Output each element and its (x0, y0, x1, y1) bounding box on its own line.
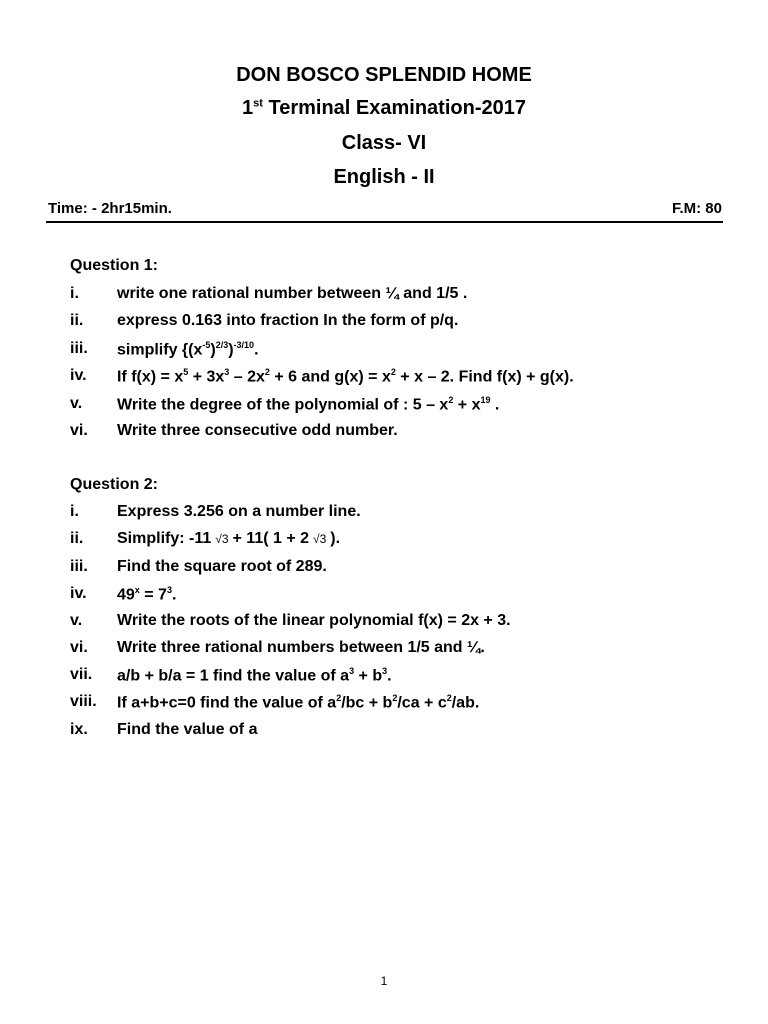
sqrt-symbol: √3 (313, 532, 327, 546)
exam-title: 1st Terminal Examination-2017 (242, 97, 526, 119)
sqrt-symbol: √3 (215, 532, 229, 546)
exam-meta (48, 200, 722, 217)
header-divider (46, 221, 723, 223)
class-label: Class- VI (341, 132, 427, 154)
question-1-title: Question 1: (70, 257, 159, 274)
school-name: DON BOSCO SPLENDID HOME (236, 64, 532, 86)
full-marks-label: F.M: 80 (671, 200, 722, 217)
subject-label: English - II (333, 166, 435, 188)
question-2-title: Question 2: (70, 476, 159, 493)
time-label: Time: - 2hr15min. (48, 200, 172, 217)
page-number: 1 (380, 974, 388, 988)
